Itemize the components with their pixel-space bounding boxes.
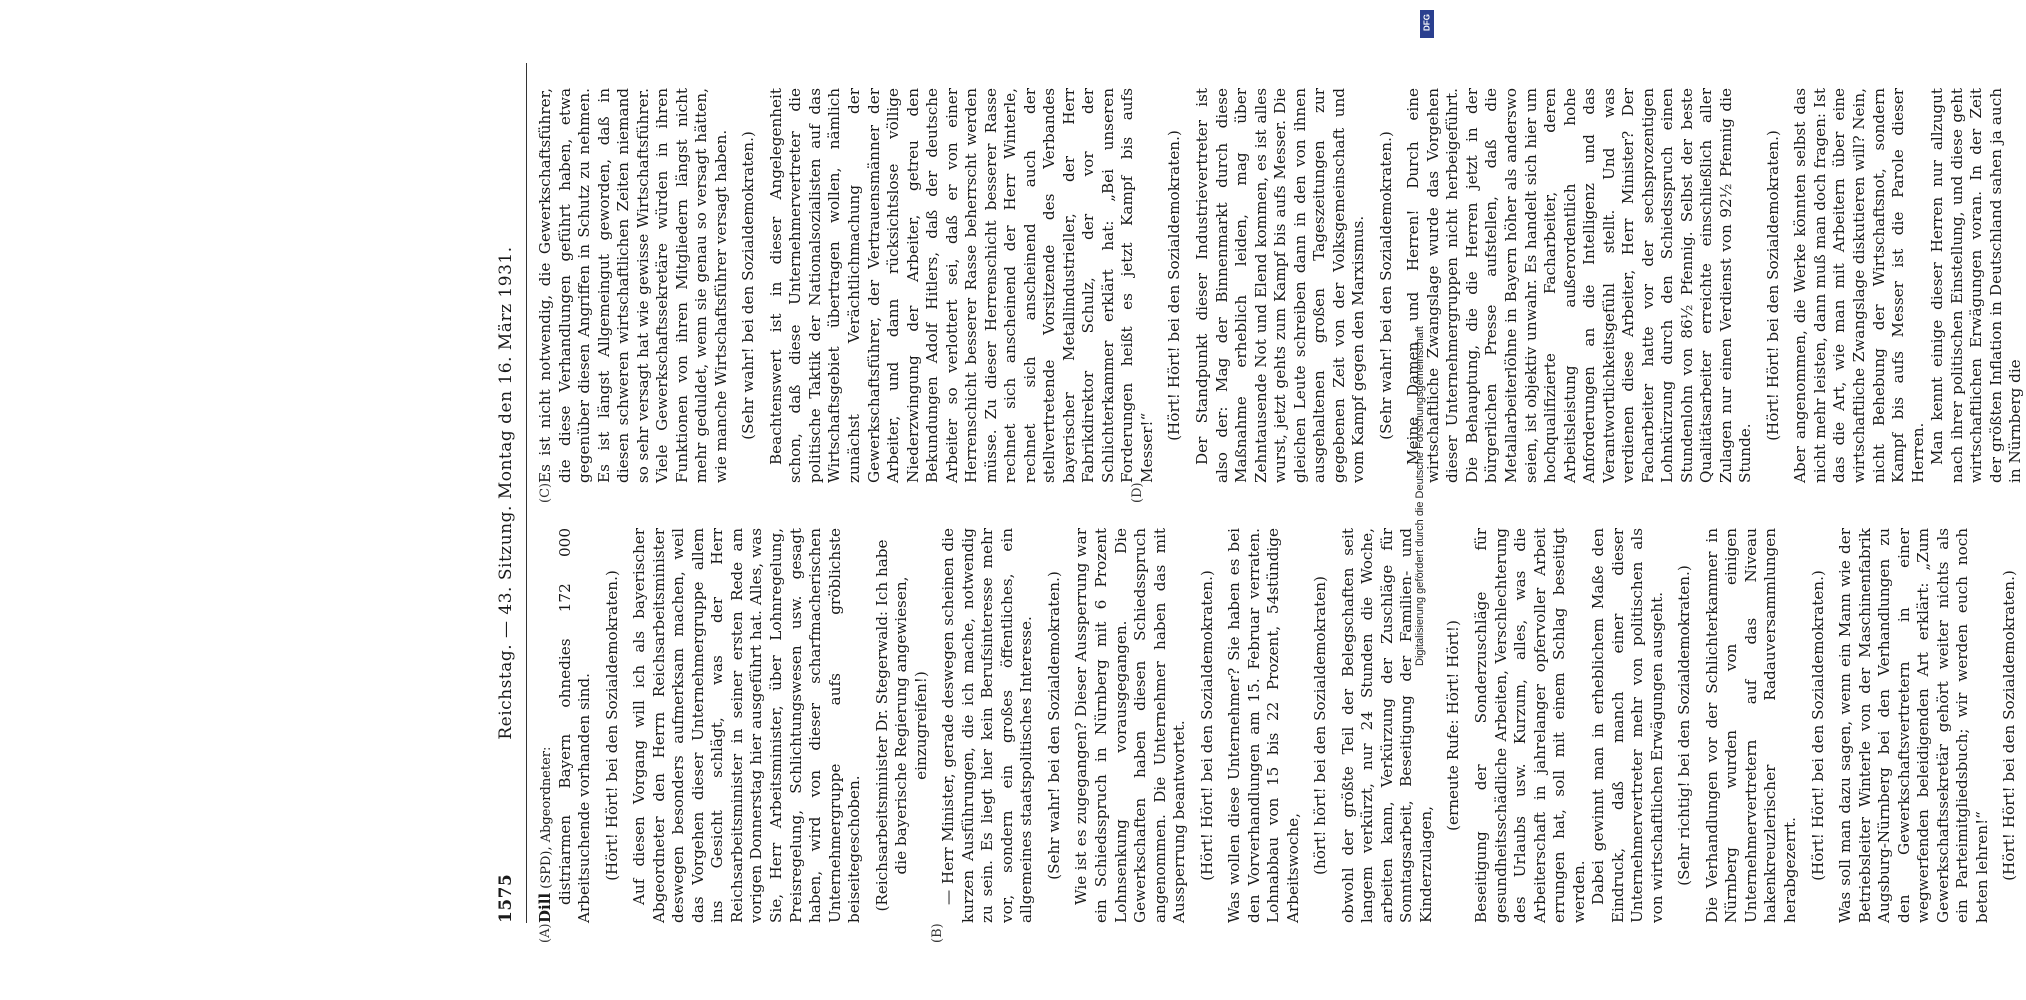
interjection: (Reichsarbeitsminister Dr. Stegerwald: Ich habe die bayerische Regierung angewiesen, einzugreifen!) xyxy=(872,539,930,912)
page-number: 1575 xyxy=(496,873,516,923)
left-column xyxy=(536,528,2019,923)
page-header xyxy=(490,63,526,923)
text-paragraph: Beseitigung der Sonderzuschläge für gesundheitsschädliche Arbeiten, Verschlechterung des Urlaubs usw. Kurzum, alles, was die Arbeiterschaft in jahrelanger opfervoller Arbeit errungen hat, soll mit einem Schlag beseitigt werden. xyxy=(1472,528,1588,923)
page-title: Reichstag. — 43. Sitzung. Montag den 16. März 1931. xyxy=(496,246,516,740)
text-paragraph: Auf diesen Vorgang will ich als bayerischer Abgeordneter den Herrn Reichsarbeitsminister deswegen besonders aufmerksam machen, weil das Vorgehen dieser Unternehmergruppe allem ins Gesicht schlägt, was der Herr Reichsarbeitsminister in seiner ersten Rede am vorigen Donnerstag hier ausgeführt hat. Alles, was Sie, Herr Arbeitsminister, über Lohnregelung, Preisregelung, Schlichtungswesen usw. gesagt haben, wird von dieser scharfmacherischen Unternehmergruppe aufs gröblichste beiseitegeschoben. xyxy=(630,528,864,923)
rotated-page xyxy=(490,63,2025,943)
speaker-heading xyxy=(536,528,556,923)
interjection: (Hört! Hört! bei den Sozialdemokraten.) xyxy=(1165,130,1184,441)
interjection: (erneute Rufe: Hört! Hört!) xyxy=(1444,620,1463,831)
text-paragraph: — Herr Minister, gerade deswegen scheinen die kurzen Ausführungen, die ich mache, notwendig zu sein. Es liegt hier kein Berufsinteresse mehr vor, sondern ein großes öffentliches, ein allgemeines staatspolitisches Interesse. xyxy=(939,528,1036,923)
right-column xyxy=(536,88,2025,483)
text-paragraph: Aber angenommen, die Werke könnten selbst das nicht mehr leisten, dann muß man doch fragen: Ist das die Art, wie man mit Arbeitern über eine wirtschaftliche Zwangslage diskutieren will? Nein, nicht Behebung der Wirtschaftsnot, sondern Kampf bis aufs Messer ist die Parole dieser Herren. xyxy=(1791,88,1927,483)
interjection: (Hört! Hört! bei den Sozialdemokraten.) xyxy=(2000,570,2019,881)
margin-mark-b: (B) xyxy=(930,923,945,943)
text-paragraph: Man kennt einige dieser Herren nur allzugut nach ihrer politischen Einstellung, und diese geht wirtschaftlichen Erwägungen voran. In der Zeit der größten Inflation in Deutschland sahen ja auch in Nürnberg die xyxy=(1928,88,2025,483)
text-paragraph: Was wollen diese Unternehmer? Sie haben es bei den Vorverhandlungen am 15. Februar verraten. Lohnabbau von 15 bis 22 Prozent, 54stündige Arbeitswoche, xyxy=(1225,528,1302,923)
text-paragraph: Was soll man dazu sagen, wenn ein Mann wie der Betriebsleiter Winterle von der Maschinenfabrik Augsburg-Nürnberg bei den Verhandlungen zu den Gewerkschaftsvertretern in einer wegwerfenden beleidigenden Art erklärt: „Zum Gewerkschaftssekretär gehört weiter nichts als ein Parteimitgliedsbuch; wir werden euch noch beten lehren!“ xyxy=(1836,528,1991,923)
margin-mark-a: (A) xyxy=(538,923,553,943)
interjection: (Sehr wahr! bei den Sozialdemokraten.) xyxy=(1044,571,1063,880)
text-paragraph: Es ist nicht notwendig, die Gewerkschaftsführer, die diese Verhandlungen geführt haben, etwa gegenüber diesen Angriffen in Schutz zu nehmen. Es ist längst Allgemeingut geworden, daß in diesen schweren wirtschaftlichen Zeiten niemand so sehr versagt hat wie gewisse Wirtschaftsführer. Viele Gewerkschaftssekretäre würden in ihren Funktionen von ihren Mitgliedern längst nicht mehr geduldet, wenn sie genau so versagt hätten, wie manche Wirtschaftsführer versagt haben. xyxy=(536,88,730,483)
interjection: (Hört! Hört! bei den Sozialdemokraten.) xyxy=(602,570,621,881)
interjection: (Sehr richtig! bei den Sozialdemokraten.) xyxy=(1675,565,1694,886)
speaker-name: Dill xyxy=(536,892,554,923)
text-paragraph: Der Standpunkt dieser Industrievertreter ist also der: Mag der Binnenmarkt durch diese Maßnahme erheblich leiden, mag über Zehntausende Not und Elend kommen, es ist alles wurst, jetzt gehts zum Kampf bis aufs Messer. Die gleichen Leute schreiben dann in den von ihnen ausgehaltenen großen Tageszeitungen zur gegebenen Zeit von der Volksgemeinschaft und vom Kampf gegen den Marxismus. xyxy=(1193,88,1368,483)
digitization-note xyxy=(1414,0,1434,1000)
header-rule xyxy=(526,63,527,923)
text-paragraph: Wie ist es zugegangen? Dieser Aussperrung war ein Schiedsspruch in Nürnberg mit 6 Prozent Lohnsenkung vorausgegangen. Die Gewerkschaften haben diesen Schiedsspruch angenommen. Die Unternehmer haben das mit Aussperrung beantwortet. xyxy=(1072,528,1189,923)
dfg-logo xyxy=(1420,10,1434,38)
margin-mark-c: (C) xyxy=(538,482,553,503)
text-paragraph: Beachtenswert ist in dieser Angelegenheit schon, daß diese Unternehmervertreter die politische Taktik der Nationalsozialisten auf das Wirtschaftsgebiet übertragen wollen, nämlich zunächst Verächtlichmachung der Gewerkschaftsführer, der Vertrauensmänner der Arbeiter, und dann rücksichtslose völlige Niederzwingung der Arbeiter, getreu den Bekundungen Adolf Hitlers, daß der deutsche Arbeiter so verlottert sei, daß er von einer Herrenschicht besserer Rasse beherrscht werden müsse. Zu dieser Herrenschicht besserer Rasse rechnet sich anscheinend der Herr Winterle, rechnet sich anscheinend auch der stellvertretende Vorsitzende des Verbandes bayerischer Metallindustrieller, der Herr Fabrikdirektor Schulz, der vor der Schlichterkammer erklärt hat: „Bei unseren Forderungen heißt es jetzt Kampf bis aufs Messer!“ xyxy=(766,88,1156,483)
speaker-role: (SPD), Abgeordneter: xyxy=(539,746,554,893)
interjection: (Hört! Hört! bei den Sozialdemokraten.) xyxy=(1763,130,1782,441)
text-paragraph: distriarmen Bayern ohnedies 172 000 Arbeitsuchende vorhanden sind. xyxy=(555,528,594,923)
interjection: (Sehr wahr! bei den Sozialdemokraten.) xyxy=(739,131,758,440)
text-paragraph: Dabei gewinnt man in erheblichem Maße den Eindruck, daß manch einer dieser Unternehmervertreter mehr von politischen als von wirtschaftlichen Erwägungen ausgeht. xyxy=(1589,528,1666,923)
text-paragraph: Meine Damen und Herren! Durch eine wirtschaftliche Zwangslage wurde das Vorgehen dieser Unternehmergruppen nicht herbeigeführt. Die Behauptung, die die Herren jetzt in der bürgerlichen Presse aufstellen, daß die Metallarbeiterlöhne in Bayern höher als anderswo seien, ist objektiv unwahr. Es handelt sich hier um hochqualifizierte Facharbeiter, deren Arbeitsleistung außerordentlich hohe Anforderungen an die Intelligenz und das Verantwortlichkeitsgefühl stellt. Und was verdienen diese Arbeiter, Herr Minister? Der Facharbeiter hatte vor der sechsprozentigen Lohnkürzung durch den Schiedsspruch einen Stundenlohn von 86½ Pfennig. Selbst der beste Qualitätsarbeiter erreichte einschließlich aller Zulagen nur einen Verdienst von 92½ Pfennig die Stunde. xyxy=(1404,88,1755,483)
interjection: (Hört! Hört! bei den Sozialdemokraten.) xyxy=(1197,570,1216,881)
interjection: (hört! hört! bei den Sozialdemokraten) xyxy=(1311,576,1330,875)
interjection: (Sehr wahr! bei den Sozialdemokraten.) xyxy=(1376,131,1395,440)
interjection: (Hört! Hört! bei den Sozialdemokraten.) xyxy=(1808,570,1827,881)
text-paragraph: obwohl der größte Teil der Belegschaften seit langem verkürzt, nur 24 Stunden die Woche, arbeiten kann, Verkürzung der Zuschläge für Sonntagsarbeit, Beseitigung der Familien- und Kinderzulagen, xyxy=(1338,528,1435,923)
dfg-logo-text: DFG xyxy=(1422,14,1432,31)
digitization-note-text: Digitalisierung gefördert durch die Deutsche Forschungsgemeinschaft xyxy=(1414,326,1426,666)
margin-mark-d: (D) xyxy=(1130,482,1145,503)
text-paragraph: Die Verhandlungen vor der Schlichterkammer in Nürnberg wurden von einigen Unternehmervertretern auf das Niveau hakenkreuzlerischer Radauversammlungen herabgezerrt. xyxy=(1702,528,1799,923)
